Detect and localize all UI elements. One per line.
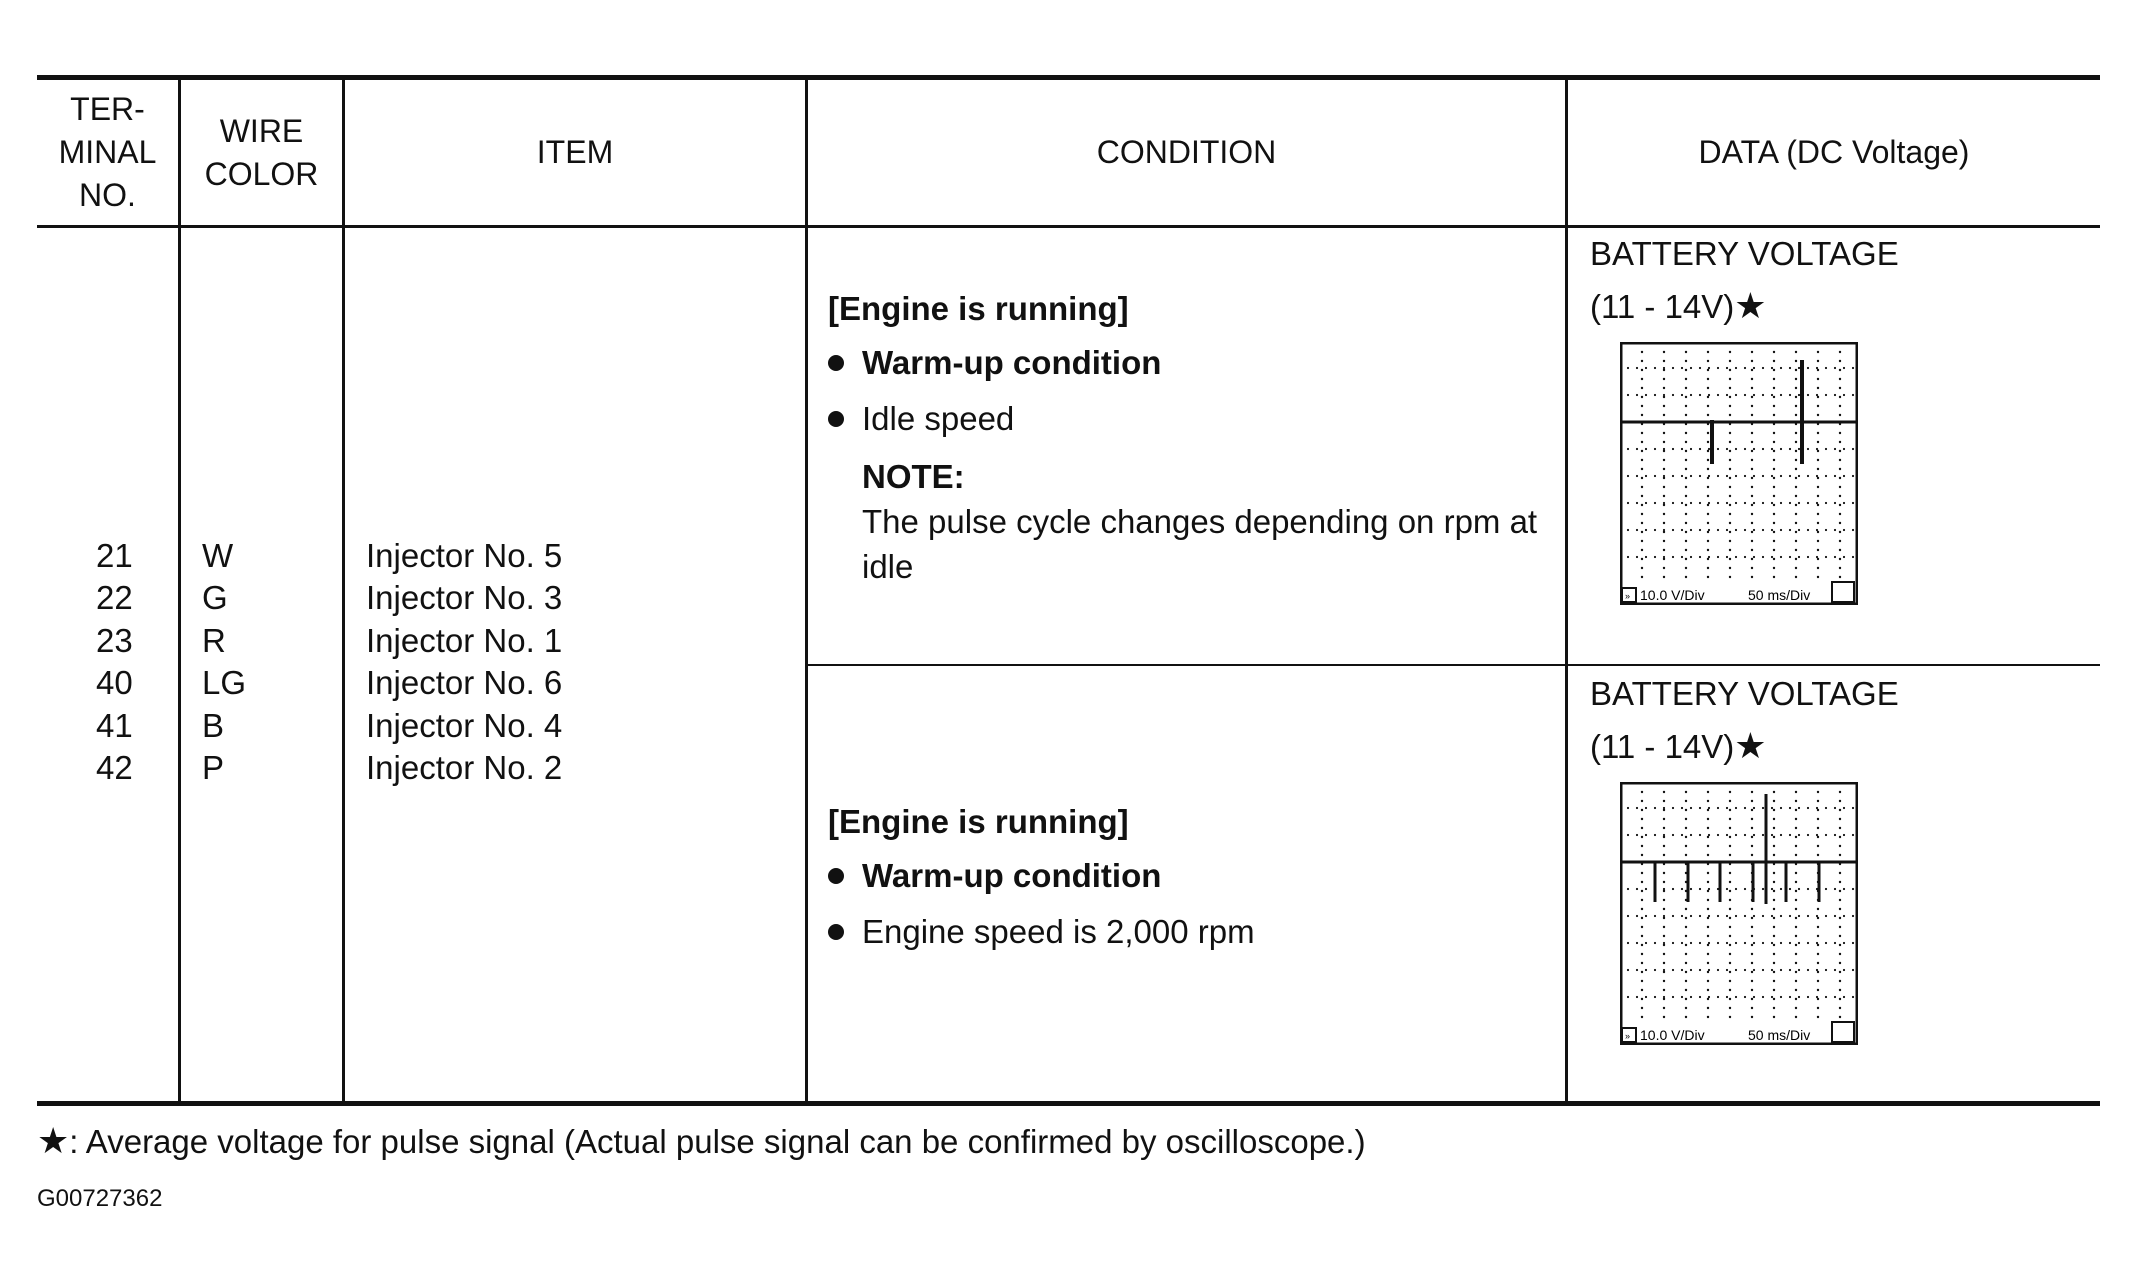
terminal-number: 40: [96, 664, 133, 702]
scope-time-label: 50 ms/Div: [1748, 1027, 1811, 1043]
bullet-dot-icon: [828, 355, 844, 371]
wire-color: W: [202, 537, 234, 574]
terminal-number: 22: [96, 579, 133, 617]
header-wire-line: WIRE: [219, 112, 304, 149]
data-line: BATTERY VOLTAGE: [1590, 235, 1899, 272]
column-divider: [342, 80, 345, 1101]
header-terminal-line: MINAL: [58, 134, 157, 170]
scope-volts-label: 10.0 V/Div: [1640, 1027, 1705, 1043]
item-name: Injector No. 3: [366, 579, 563, 617]
condition-bullet-text: Idle speed: [862, 400, 1015, 437]
header-wire-line: COLOR: [204, 155, 319, 192]
condition-bullet: [828, 911, 1255, 953]
condition-title: [Engine is running]: [828, 290, 1129, 327]
item-name: Injector No. 2: [366, 748, 563, 786]
condition-2000rpm: [828, 803, 1255, 967]
header-terminal-line: TER-: [70, 91, 145, 127]
data-line: (11 - 14V)★: [1590, 725, 1767, 766]
table-bottom-rule: [37, 1101, 2100, 1106]
column-divider: [178, 80, 181, 1101]
header-condition: CONDITION: [1096, 134, 1277, 170]
note-text: The pulse cycle changes depending on rpm at idle: [862, 503, 1538, 585]
row-divider: [805, 664, 2100, 666]
condition-idle: [828, 290, 1552, 589]
item-list: [366, 535, 562, 789]
condition-bullet-text: Warm-up condition: [862, 344, 1162, 381]
data-line: BATTERY VOLTAGE: [1590, 675, 1899, 712]
condition-bullet: [828, 342, 1552, 384]
footnote: [37, 1120, 1366, 1162]
bullet-dot-icon: [828, 924, 844, 940]
condition-bullet-text: Warm-up condition: [862, 857, 1162, 894]
header-terminal-line: NO.: [79, 177, 136, 213]
terminal-number: 41: [96, 706, 133, 744]
figure-code: G00727362: [37, 1185, 163, 1212]
item-name: Injector No. 5: [366, 537, 563, 574]
data-value-2000rpm: [1590, 668, 1899, 773]
oscilloscope-waveform-idle: [1620, 342, 1858, 605]
column-divider: [1565, 80, 1568, 1101]
wire-color: B: [202, 706, 225, 744]
scope-time-label: 50 ms/Div: [1748, 587, 1811, 603]
condition-bullet: [828, 398, 1552, 440]
item-name: Injector No. 1: [366, 621, 563, 659]
star-icon: ★: [1734, 725, 1767, 766]
svg-text:»: »: [1625, 591, 1631, 601]
condition-bullet-text: Engine speed is 2,000 rpm: [862, 913, 1255, 950]
wire-color: G: [202, 579, 228, 617]
scope-grid: [1627, 791, 1854, 1018]
oscilloscope-waveform-2000rpm: [1620, 782, 1858, 1045]
bullet-dot-icon: [828, 868, 844, 884]
header-data: DATA (DC Voltage): [1698, 134, 1970, 170]
scope-grid: [1627, 351, 1854, 578]
condition-title: [Engine is running]: [828, 803, 1129, 840]
condition-bullet: [828, 855, 1255, 897]
wire-color-list: [202, 535, 246, 789]
header-terminal-no: [37, 80, 178, 225]
column-divider: [805, 80, 808, 1101]
scope-volts-label: 10.0 V/Div: [1640, 587, 1705, 603]
header-item: ITEM: [536, 134, 614, 170]
item-name: Injector No. 6: [366, 664, 563, 702]
bullet-dot-icon: [828, 411, 844, 427]
terminal-number: 23: [96, 621, 133, 659]
terminal-number: 42: [96, 748, 133, 786]
svg-text:»: »: [1625, 1031, 1631, 1041]
star-icon: ★: [37, 1120, 70, 1161]
wire-color: R: [202, 621, 226, 659]
star-icon: ★: [1734, 285, 1767, 326]
note-heading: NOTE:: [862, 458, 965, 495]
wire-color: P: [202, 748, 225, 786]
data-line: (11 - 14V)★: [1590, 285, 1767, 326]
header-wire-color: [181, 80, 342, 225]
footnote-text: : Average voltage for pulse signal (Actual pulse signal can be confirmed by oscilloscope.): [69, 1123, 1366, 1160]
terminal-number-list: [96, 535, 133, 789]
data-value-idle: [1590, 228, 1899, 333]
wire-color: LG: [202, 664, 247, 702]
terminal-number: 21: [96, 537, 133, 574]
item-name: Injector No. 4: [366, 706, 563, 744]
